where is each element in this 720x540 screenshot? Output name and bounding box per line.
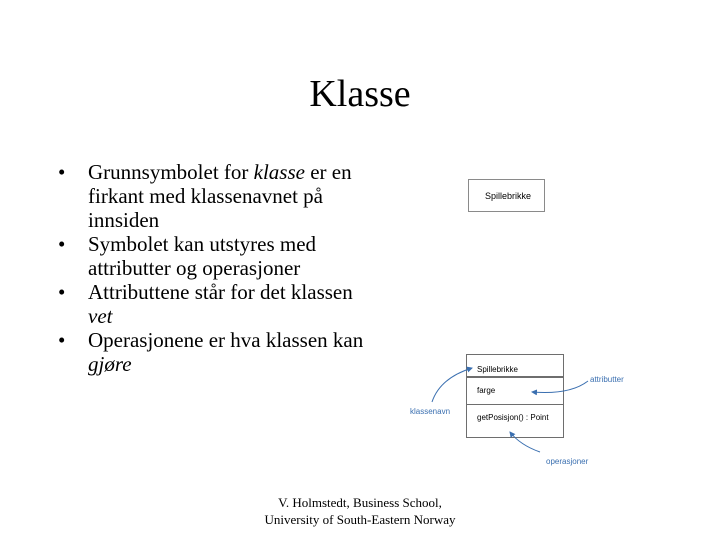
bullet-text-suffix: er en firkant med klassenavnet på innsiden [88,160,352,232]
label-attributter: attributter [590,375,624,384]
bullet-emphasis: vet [88,304,113,328]
bullet-emphasis: gjøre [88,352,132,376]
bullet-text: Symbolet kan utstyres med attributter og operasjoner [88,232,317,280]
label-operasjoner: operasjoner [546,457,589,466]
uml-class-name: Spillebrikke [477,365,518,374]
label-klassenavn: klassenavn [410,407,451,416]
bullet-dot: • [58,280,66,304]
footer [230,494,490,528]
footer-line-2: University of South-Eastern Norway [264,512,456,527]
bullet-emphasis: klasse [253,160,305,184]
bullet-dot: • [58,328,66,352]
bullet-dot: • [58,232,66,256]
uml-class-name: Spillebrikke [485,191,532,201]
uml-attribute: farge [477,386,496,395]
arrow-operasjoner [510,432,540,452]
bullet-dot: • [58,160,66,184]
arrow-klassenavn [432,368,472,402]
bullet-text: Attributtene står for det klassen [88,280,353,304]
footer-line-1: V. Holmstedt, Business School, [278,495,442,510]
uml-operation: getPosisjon() : Point [477,413,549,422]
slide-title: Klasse [309,73,411,115]
arrow-attributter [532,381,588,393]
bullet-text: Operasjonene er hva klassen kan [88,328,364,352]
bullet-text: Grunnsymbolet for [88,160,254,184]
